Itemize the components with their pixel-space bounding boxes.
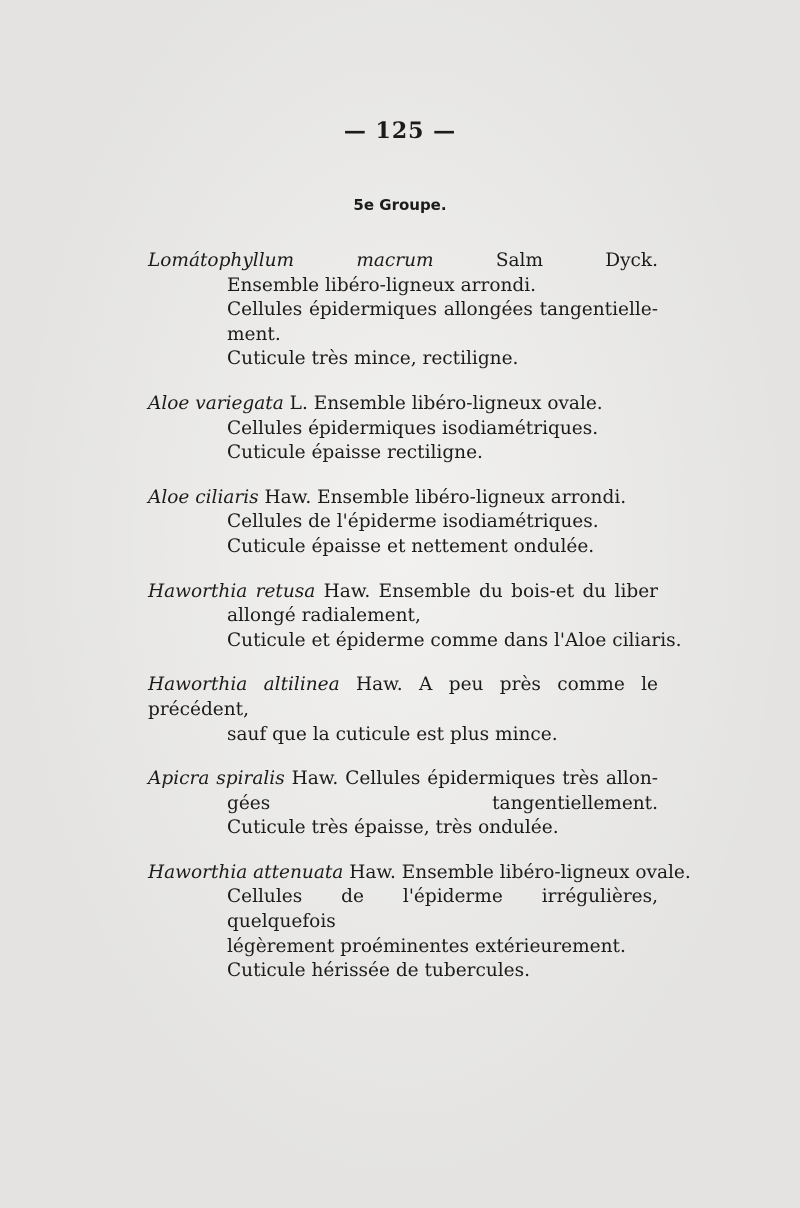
species-name: Haworthia altilinea	[148, 674, 340, 696]
species-heading-line	[148, 580, 658, 605]
description-line: sauf que la cuticule est plus mince.	[227, 723, 558, 745]
species-entry	[148, 392, 658, 466]
species-entry	[148, 249, 658, 372]
species-name: Lomátophyllum macrum	[148, 250, 434, 271]
species-name: Apicra spiralis	[148, 768, 285, 790]
species-heading-line	[148, 392, 658, 417]
description-line: Cellules épidermiques isodiamétriques.	[227, 417, 599, 439]
species-description-start: Haw. Cellules épidermiques très allon-	[284, 768, 658, 790]
species-entry	[148, 861, 691, 984]
description-line: Ensemble libéro-ligneux arrondi.	[227, 274, 537, 296]
species-entries	[148, 249, 691, 1004]
description-line: allongé radialement,	[227, 605, 421, 627]
species-description-start: Haw. Ensemble libéro-ligneux arrondi.	[258, 486, 627, 508]
group-heading: 5e Groupe.	[353, 196, 447, 214]
description-line: Cellules de l'épiderme isodiamétriques.	[227, 511, 599, 533]
species-description-start: Salm Dyck.	[433, 250, 658, 271]
species-name: Aloe ciliaris	[148, 486, 259, 508]
species-heading-line	[148, 249, 658, 274]
description-line: Cuticule très épaisse, très ondulée.	[227, 817, 559, 839]
description-line: gées tangentiellement.	[227, 792, 658, 814]
species-description-start: Haw. A peu près comme le précédent,	[148, 674, 659, 720]
description-line: Cuticule épaisse et nettement ondulée.	[227, 535, 595, 557]
description-line: légèrement proéminentes extérieurement.	[227, 935, 626, 957]
species-heading-line	[148, 486, 658, 511]
species-heading-line	[148, 673, 658, 722]
species-description-start: Haw. Ensemble libéro-ligneux ovale.	[343, 861, 691, 883]
species-heading-line	[148, 861, 691, 886]
description-line: Cuticule et épiderme comme dans l'Aloe ciliaris.	[227, 629, 682, 651]
description-line: Cuticule hérissée de tubercules.	[227, 960, 531, 982]
species-entry	[148, 673, 658, 747]
page-number: — 125 —	[343, 118, 457, 144]
description-line: Cellules de l'épiderme irrégulières, quelquefois	[227, 886, 658, 933]
description-line: ment.	[227, 323, 281, 345]
species-name: Aloe variegata	[148, 392, 284, 414]
description-line: Cuticule épaisse rectiligne.	[227, 442, 483, 464]
species-description-start: L. Ensemble libéro-ligneux ovale.	[283, 392, 603, 414]
species-entry	[148, 767, 658, 841]
species-entry	[148, 486, 658, 560]
species-name: Haworthia attenuata	[148, 861, 344, 883]
species-description-start: Haw. Ensemble du bois-et du liber	[315, 580, 658, 602]
species-name: Haworthia retusa	[148, 580, 316, 602]
species-entry	[148, 580, 682, 654]
description-line: Cellules épidermiques allongées tangentielle-	[227, 299, 658, 321]
description-line: Cuticule très mince, rectiligne.	[227, 348, 519, 370]
species-heading-line	[148, 767, 658, 792]
